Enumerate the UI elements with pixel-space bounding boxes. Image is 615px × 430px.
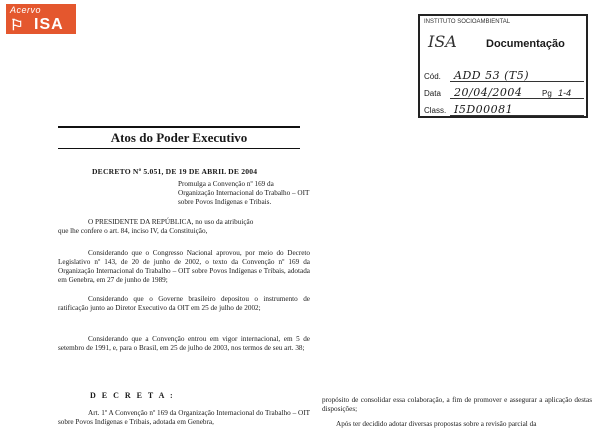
acervo-isa-logo [6,4,76,34]
stamp-row-label: Class. [424,106,447,115]
stamp-row-code [424,66,584,82]
decreta-heading: D E C R E T A : [90,391,175,400]
stamp-page-label: Pg [542,89,552,98]
stamp-row-date [424,83,584,99]
right-column-paragraph-2: Após ter decidido adotar diversas propostas sobre a revisão parcial da [336,420,537,428]
logo-mark-icon: ⚐ [10,17,24,34]
stamp-title: Documentação [486,38,565,50]
logo-line1: Acervo [10,5,42,15]
stamp-row-class [424,100,584,116]
decree-title: DECRETO Nº 5.051, DE 19 DE ABRIL DE 2004 [92,167,258,176]
stamp-row-label: Data [424,89,441,98]
header-rule-top [58,126,300,128]
stamp-institution: INSTITUTO SOCIOAMBIENTAL [424,19,511,25]
section-header: Atos do Poder Executivo [110,130,248,145]
header-rule-bottom [58,148,300,149]
stamp-row-value: 20/04/2004 [454,86,523,99]
logo-line2: ISA [34,16,64,33]
stamp-row-label: Cód. [424,72,441,81]
paragraph-considering-1: Considerando que o Congresso Nacional aprovou, por meio do Decreto Legislativo nº 143, de 20 de junho de 2002, o texto da Convenção nº 169 da Organização Internacional do Trabalho – OIT sobre Povos Indígenas e Tribais, adotada em Genebra, em 27 de junho de 1989; [58,249,310,284]
right-column-paragraph-1: propósito de consolidar essa colaboração, a fim de promover e assegurar a aplicação destas disposições; [322,396,592,413]
stamp-page-value: 1-4 [558,88,572,98]
stamp-scribble: ISA [428,32,457,51]
documentation-stamp [418,14,588,118]
paragraph-considering-3: Considerando que a Convenção entrou em vigor internacional, em 5 de setembro de 1991, e, para o Brasil, em 25 de julho de 2003, nos termos de seu art. 38; [58,335,310,352]
decree-ementa: Promulga a Convenção nº 169 da Organização Internacional do Trabalho – OIT sobre Povos Indígenas e Tribais. [178,180,310,206]
article-1: Art. 1º A Convenção nº 169 da Organização Internacional do Trabalho – OIT sobre Povos Indígenas e Tribais, adotada em Genebra, [58,409,310,426]
paragraph-preamble-cont: que lhe confere o art. 84, inciso IV, da Constituição, [58,227,208,235]
stamp-row-value: I5D00081 [454,103,514,116]
stamp-row-value: ADD 53 (T5) [454,69,529,82]
paragraph-preamble: O PRESIDENTE DA REPÚBLICA, no uso da atribuição [88,218,254,226]
paragraph-considering-2: Considerando que o Governe brasileiro depositou o instrumento de ratificação junto ao Diretor Executivo da OIT em 25 de julho de 2002; [58,295,310,312]
